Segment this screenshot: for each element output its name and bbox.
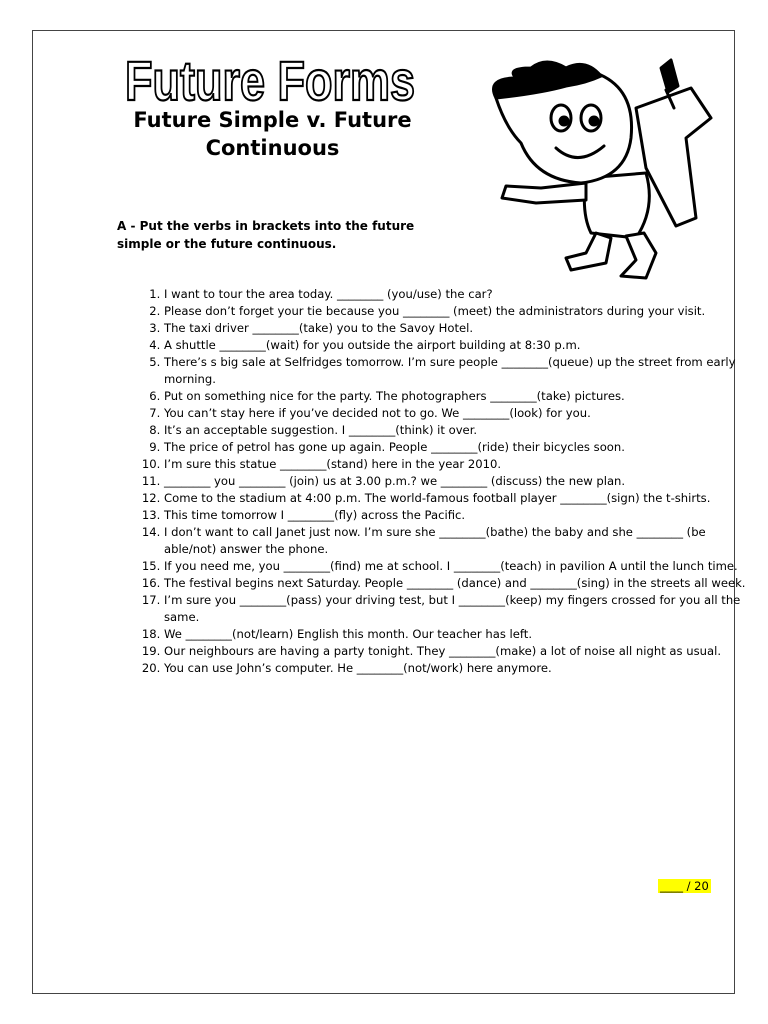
exercise-item: 5. There’s s big sale at Selfridges tomorrow. I’m sure people ________(queue) up the street from early morning. <box>164 354 754 388</box>
worksheet-title <box>120 48 420 112</box>
worksheet-subtitle: Future Simple v. Future Continuous <box>133 108 412 160</box>
exercise-item: 13. This time tomorrow I ________(fly) across the Pacific. <box>164 507 754 524</box>
exercise-list <box>130 286 754 677</box>
worksheet-title-text: Future Forms <box>125 49 415 112</box>
exercise-item: 9. The price of petrol has gone up again. People ________(ride) their bicycles soon. <box>164 439 754 456</box>
exercise-item: 2. Please don’t forget your tie because you ________ (meet) the administrators during your visit. <box>164 303 754 320</box>
exercise-item: 3. The taxi driver ________(take) you to the Savoy Hotel. <box>164 320 754 337</box>
exercise-item: 14. I don’t want to call Janet just now. I’m sure she ________(bathe) the baby and she ________ (be able/not) answer the phone. <box>164 524 754 558</box>
exercise-item: 19. Our neighbours are having a party tonight. They ________(make) a lot of noise all night as usual. <box>164 643 754 660</box>
exercise-item: 4. A shuttle ________(wait) for you outside the airport building at 8:30 p.m. <box>164 337 754 354</box>
exercise-item: 20. You can use John’s computer. He ________(not/work) here anymore. <box>164 660 754 677</box>
exercise-item: 7. You can’t stay here if you’ve decided not to go. We ________(look) for you. <box>164 405 754 422</box>
exercise-item: 11. ________ you ________ (join) us at 3.00 p.m.? we ________ (discuss) the new plan. <box>164 473 754 490</box>
exercise-item: 16. The festival begins next Saturday. People ________ (dance) and ________(sing) in the streets all week. <box>164 575 754 592</box>
exercise-item: 17. I’m sure you ________(pass) your driving test, but I ________(keep) my fingers crossed for you all the same. <box>164 592 754 626</box>
exercise-item: 6. Put on something nice for the party. The photographers ________(take) pictures. <box>164 388 754 405</box>
instructions: A - Put the verbs in brackets into the future simple or the future continuous. <box>117 219 415 251</box>
exercise-item: 18. We ________(not/learn) English this month. Our teacher has left. <box>164 626 754 643</box>
mascot-icon <box>486 48 726 288</box>
exercise-item: 15. If you need me, you ________(find) me at school. I ________(teach) in pavilion A until the lunch time. <box>164 558 754 575</box>
exercise-item: 12. Come to the stadium at 4:00 p.m. The world-famous football player ________(sign) the t-shirts. <box>164 490 754 507</box>
exercise-item: 8. It’s an acceptable suggestion. I ________(think) it over. <box>164 422 754 439</box>
score-box: ____ / 20 <box>660 879 709 893</box>
exercise-item: 1. I want to tour the area today. ________ (you/use) the car? <box>164 286 754 303</box>
exercise-item: 10. I’m sure this statue ________(stand) here in the year 2010. <box>164 456 754 473</box>
